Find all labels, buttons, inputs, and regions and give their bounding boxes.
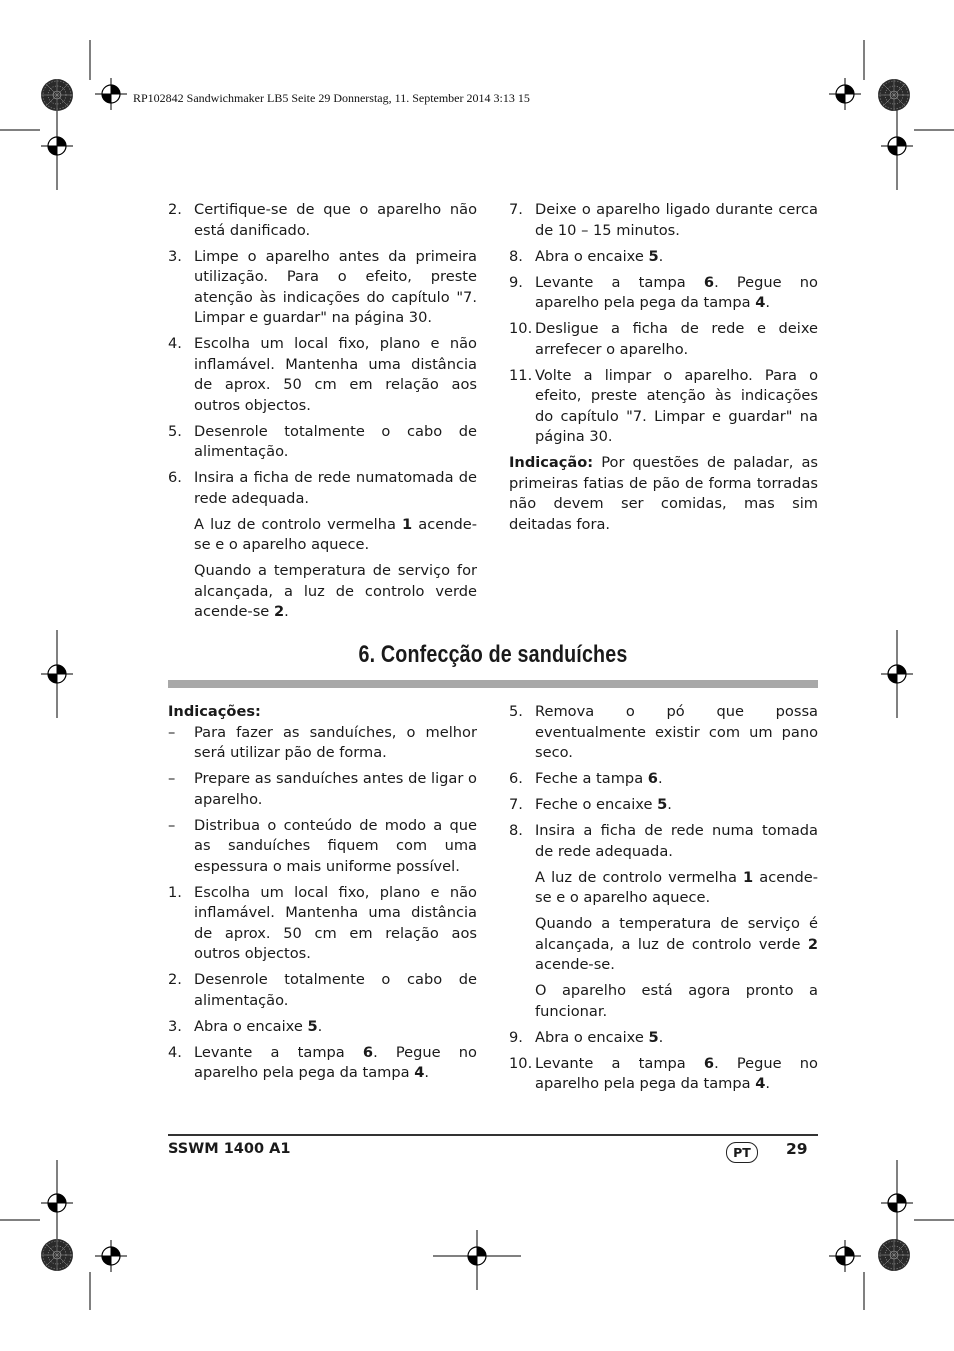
item-text: Remova o pó que possa eventualmente existir com um pano seco. (535, 703, 818, 761)
item-number: 8. (509, 822, 523, 839)
item-number: 7. (509, 796, 523, 813)
list-item (168, 970, 477, 1011)
item-number: 4. (168, 1043, 182, 1061)
item-number: – (168, 816, 176, 834)
item-text: Insira a ficha de rede numatomada de rede adequada. (194, 469, 477, 507)
top-right-column (509, 200, 818, 535)
item-text: Certifique-se de que o aparelho não está danificado. (194, 201, 477, 239)
item-text: Escolha um local fixo, plano e não inflamável. Mantenha uma distância de aprox. 50 cm em relação aos outros objectos. (194, 335, 477, 414)
item-number: 9. (509, 273, 523, 291)
item-text: Limpe o aparelho antes da primeira utilização. Para o efeito, preste atenção às indicações do capítulo "7. Limpar e guardar" na página 30. (194, 247, 477, 326)
item-number: 9. (509, 1028, 523, 1046)
list-item (509, 795, 818, 816)
item-text: Desenrole totalmente o cabo de alimentação. (194, 422, 477, 460)
item-number: 10. (509, 1054, 533, 1072)
continuation-paragraph: A luz de controlo vermelha 1 acende-se e o aparelho aquece. (535, 868, 818, 906)
list-item (168, 200, 477, 241)
notes-heading: Indicações: (168, 703, 261, 720)
item-text: Abra o encaixe 5. (535, 1028, 664, 1046)
list-item (509, 821, 818, 862)
item-text: Prepare as sanduíches antes de ligar o aparelho. (194, 770, 477, 808)
language-badge: PT (726, 1142, 758, 1163)
page-number: 29 (786, 1140, 808, 1158)
list-item (168, 769, 477, 810)
continuation-paragraph: Quando a temperatura de serviço for alcançada, a luz de controlo verde acende-se 2. (194, 562, 477, 620)
item-text: Escolha um local fixo, plano e não inflamável. Mantenha uma distância de aprox. 50 cm em relação aos outros objectos. (194, 883, 477, 962)
item-text: Levante a tampa 6. Pegue no aparelho pela pega da tampa 4. (535, 1054, 818, 1092)
list-item (168, 422, 477, 463)
item-number: 2. (168, 201, 182, 218)
item-text: Para fazer as sanduíches, o melhor será utilizar pão de forma. (194, 723, 477, 761)
item-number: 1. (168, 883, 182, 901)
item-number: 6. (168, 469, 182, 486)
item-text: Abra o encaixe 5. (535, 247, 664, 265)
continuation-paragraph: O aparelho está agora pronto a funcionar. (535, 982, 818, 1020)
continuation-paragraph: A luz de controlo vermelha 1 acende-se e o aparelho aquece. (194, 515, 477, 553)
list-item (168, 468, 477, 509)
top-left-column (168, 200, 477, 628)
list-item (168, 883, 477, 965)
item-text: Feche a tampa 6. (535, 770, 663, 787)
item-text: Volte a limpar o aparelho. Para o efeito, preste atenção às indicações do capítulo "7. Limpar e guardar" na página 30. (535, 366, 818, 445)
note-text: Por questões de paladar, as primeiras fatias de pão de forma torradas não devem ser comidas, mas sim deitadas fora. (509, 454, 818, 533)
item-text: Feche o encaixe 5. (535, 796, 672, 813)
list-item (509, 200, 818, 241)
list-item (168, 1017, 477, 1038)
list-item (509, 1054, 818, 1095)
bottom-right-column (509, 702, 818, 1100)
item-number: 4. (168, 335, 182, 352)
model-number: SSWM 1400 A1 (168, 1141, 291, 1157)
list-item (509, 273, 818, 314)
item-number: – (168, 723, 176, 741)
item-number: 8. (509, 247, 523, 265)
item-number: 6. (509, 770, 523, 787)
item-number: 3. (168, 247, 182, 265)
list-item (168, 247, 477, 329)
list-item (168, 1043, 477, 1084)
print-slug: RP102842 Sandwichmaker LB5 Seite 29 Donnerstag, 11. September 2014 3:13 15 (133, 91, 530, 105)
item-text: Levante a tampa 6. Pegue no aparelho pela pega da tampa 4. (194, 1043, 477, 1081)
list-item (168, 723, 477, 764)
item-number: 3. (168, 1017, 182, 1035)
list-item (168, 334, 477, 416)
footer-rule (168, 1134, 818, 1136)
note-label: Indicação: (509, 454, 594, 471)
item-text: Abra o encaixe 5. (194, 1017, 323, 1035)
list-item (509, 1028, 818, 1049)
list-item (509, 319, 818, 360)
item-number: 7. (509, 201, 523, 218)
item-text: Desligue a ficha de rede e deixe arrefecer o aparelho. (535, 320, 818, 358)
item-number: 2. (168, 971, 182, 988)
section-title: 6. Confecção de sanduíches (358, 641, 628, 668)
continuation-paragraph: Quando a temperatura de serviço é alcançada, a luz de controlo verde 2 acende-se. (535, 915, 818, 973)
section-rule (168, 680, 818, 688)
bottom-left-column (168, 702, 477, 1089)
item-text: Levante a tampa 6. Pegue no aparelho pela pega da tampa 4. (535, 273, 818, 311)
item-number: 10. (509, 320, 533, 337)
item-text: Distribua o conteúdo de modo a que as sanduíches fiquem com uma espessura o mais uniforme possível. (194, 816, 477, 875)
item-text: Deixe o aparelho ligado durante cerca de 10 – 15 minutos. (535, 201, 818, 239)
item-text: Desenrole totalmente o cabo de alimentação. (194, 971, 477, 1009)
list-item (509, 247, 818, 268)
item-number: – (168, 770, 176, 787)
note-paragraph (509, 453, 818, 535)
list-item (168, 816, 477, 878)
item-number: 5. (509, 703, 523, 720)
item-text: Insira a ficha de rede numa tomada de rede adequada. (535, 822, 818, 860)
item-number: 11. (509, 366, 533, 384)
item-number: 5. (168, 422, 182, 440)
list-item (509, 702, 818, 764)
list-item (509, 366, 818, 448)
list-item (509, 769, 818, 790)
